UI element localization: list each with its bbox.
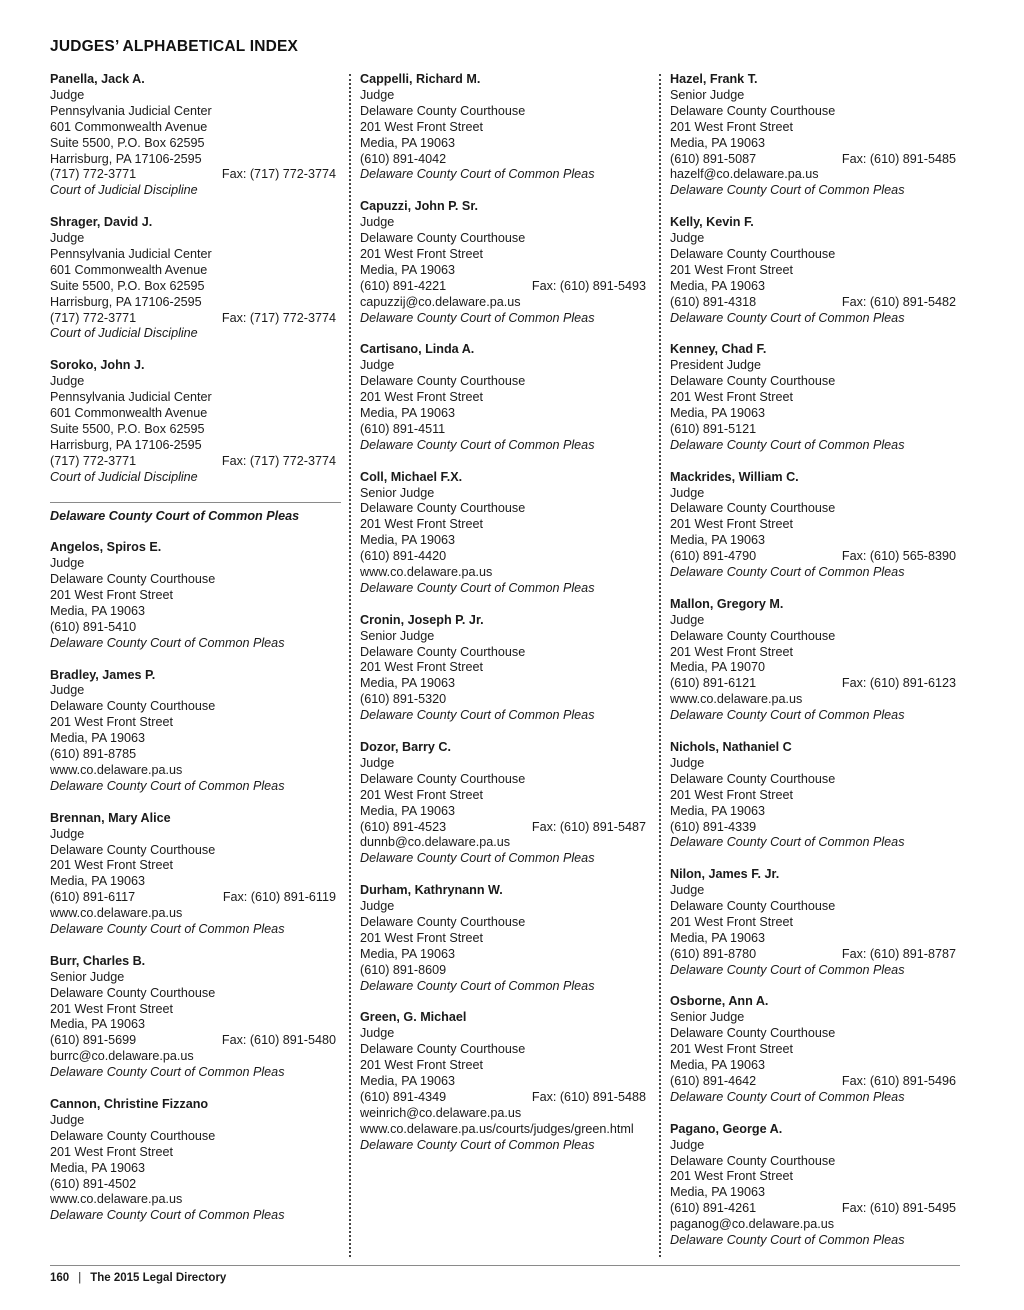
phone-number: (610) 891-5121 — [670, 421, 757, 436]
judge-entry — [360, 1010, 646, 1153]
address-line: Delaware County Courthouse — [50, 985, 216, 1000]
address-line: Media, PA 19063 — [670, 406, 765, 420]
phone-fax-row — [360, 279, 646, 295]
address-line: 201 West Front Street — [670, 644, 793, 659]
fax-number: Fax: (610) 891-5493 — [531, 278, 646, 293]
address-line: Media, PA 19063 — [360, 1073, 455, 1088]
contact-link: www.co.delaware.pa.us/courts/judges/green.html — [360, 1121, 634, 1136]
fax-number: Fax: (717) 772-3774 — [221, 310, 336, 325]
judge-entry — [670, 740, 956, 851]
address-line: 201 West Front Street — [50, 1001, 173, 1016]
judge-entry — [670, 597, 956, 724]
phone-number: (610) 891-4221 — [360, 278, 447, 293]
address-line: Delaware County Courthouse — [50, 842, 216, 857]
judge-entry — [360, 613, 646, 724]
judge-name: Coll, Michael F.X. — [360, 469, 463, 484]
phone-fax-row — [670, 295, 956, 311]
address-line: Media, PA 19063 — [360, 262, 455, 277]
phone-fax-row — [50, 747, 336, 763]
judge-entry — [670, 215, 956, 326]
judge-title: Senior Judge — [50, 969, 125, 984]
phone-fax-row — [670, 422, 956, 438]
address-line: 201 West Front Street — [360, 660, 483, 675]
phone-number: (610) 891-4042 — [360, 151, 447, 166]
phone-fax-row — [360, 963, 646, 979]
phone-number: (610) 891-4642 — [670, 1073, 757, 1088]
fax-number: Fax: (610) 891-5496 — [841, 1073, 956, 1088]
phone-fax-row — [360, 422, 646, 438]
judge-entry — [50, 358, 336, 485]
directory-column-1 — [50, 72, 336, 1240]
address-line: Suite 5500, P.O. Box 62595 — [50, 135, 205, 150]
court-name: Delaware County Court of Common Pleas — [670, 708, 905, 723]
court-name: Delaware County Court of Common Pleas — [360, 167, 595, 182]
judge-entry — [670, 72, 956, 199]
address-line: Media, PA 19063 — [670, 135, 765, 150]
address-line: 601 Commonwealth Avenue — [50, 119, 208, 134]
address-line: Delaware County Courthouse — [670, 103, 836, 118]
court-name: Delaware County Court of Common Pleas — [50, 922, 285, 937]
judge-name: Cappelli, Richard M. — [360, 72, 481, 86]
contact-link: www.co.delaware.pa.us — [360, 565, 493, 580]
judge-name: Green, G. Michael — [360, 1010, 467, 1025]
court-name: Court of Judicial Discipline — [50, 183, 198, 198]
address-line: Pennsylvania Judicial Center — [50, 103, 212, 118]
address-line: Media, PA 19063 — [50, 731, 145, 746]
address-line: Delaware County Courthouse — [360, 914, 526, 929]
judge-name: Soroko, John J. — [50, 358, 145, 373]
judge-title: Judge — [670, 612, 705, 627]
address-line: 201 West Front Street — [670, 1042, 793, 1057]
judge-name: Nilon, James F. Jr. — [670, 867, 780, 882]
fax-number: Fax: (610) 891-5482 — [841, 294, 956, 309]
court-name: Delaware County Court of Common Pleas — [360, 310, 595, 325]
address-line: 201 West Front Street — [360, 930, 483, 945]
judge-name: Mackrides, William C. — [670, 469, 799, 484]
phone-number: (610) 891-6117 — [50, 890, 136, 905]
address-line: 201 West Front Street — [670, 1169, 793, 1184]
phone-fax-row — [50, 311, 336, 327]
judge-entry — [670, 470, 956, 581]
address-line: Delaware County Courthouse — [360, 501, 526, 516]
contact-link: www.co.delaware.pa.us — [50, 763, 183, 777]
fax-number: Fax: (610) 891-6119 — [222, 890, 336, 905]
phone-number: (610) 891-4523 — [360, 819, 447, 834]
judge-title: Judge — [360, 755, 395, 770]
address-line: Delaware County Courthouse — [360, 374, 526, 389]
judge-title: Senior Judge — [360, 628, 435, 643]
phone-number: (610) 891-4420 — [360, 549, 447, 564]
phone-fax-row — [670, 152, 956, 168]
judge-name: Osborne, Ann A. — [670, 994, 769, 1009]
section-heading: Delaware County Court of Common Pleas — [50, 508, 300, 523]
judge-name: Shrager, David J. — [50, 215, 153, 230]
court-name: Court of Judicial Discipline — [50, 469, 198, 484]
address-line: Delaware County Courthouse — [670, 501, 836, 516]
court-name: Delaware County Court of Common Pleas — [50, 1065, 285, 1080]
address-line: Media, PA 19063 — [670, 930, 765, 945]
phone-number: (717) 772-3771 — [50, 310, 137, 325]
address-line: 201 West Front Street — [360, 1058, 483, 1073]
phone-fax-row — [50, 454, 336, 470]
address-line: 201 West Front Street — [670, 517, 793, 532]
address-line: Delaware County Courthouse — [360, 1042, 526, 1057]
address-line: Delaware County Courthouse — [670, 628, 836, 643]
phone-number: (610) 891-4349 — [360, 1089, 447, 1104]
judge-title: Judge — [50, 826, 85, 841]
court-name: Court of Judicial Discipline — [50, 326, 198, 341]
address-line: Media, PA 19063 — [360, 533, 455, 548]
contact-link: www.co.delaware.pa.us — [50, 1192, 183, 1207]
phone-fax-row — [50, 167, 336, 183]
address-line: 201 West Front Street — [360, 517, 483, 532]
section-divider — [50, 502, 341, 503]
fax-number: Fax: (610) 891-8787 — [841, 946, 956, 961]
directory-column-3 — [670, 72, 956, 1265]
phone-fax-row — [50, 1177, 336, 1193]
judge-entry — [50, 72, 336, 199]
judge-title: Judge — [360, 215, 395, 230]
contact-link: paganog@co.delaware.pa.us — [670, 1217, 835, 1232]
address-line: Delaware County Courthouse — [670, 1026, 836, 1041]
address-line: Delaware County Courthouse — [50, 699, 216, 714]
phone-fax-row — [50, 890, 336, 906]
court-name: Delaware County Court of Common Pleas — [670, 565, 905, 580]
address-line: 201 West Front Street — [670, 119, 793, 134]
judge-title: Senior Judge — [670, 87, 745, 102]
contact-link: www.co.delaware.pa.us — [670, 692, 803, 707]
fax-number: Fax: (610) 891-5495 — [841, 1201, 956, 1216]
address-line: Media, PA 19063 — [360, 803, 455, 818]
court-name: Delaware County Court of Common Pleas — [670, 1233, 905, 1248]
judge-title: Senior Judge — [360, 485, 435, 500]
contact-link: capuzzij@co.delaware.pa.us — [360, 294, 521, 309]
judge-entry — [670, 994, 956, 1105]
address-line: 201 West Front Street — [360, 787, 483, 802]
judge-title: Judge — [50, 87, 85, 102]
judge-entry — [360, 72, 646, 183]
address-line: 201 West Front Street — [360, 390, 483, 405]
phone-number: (610) 891-4511 — [360, 421, 446, 436]
court-name: Delaware County Court of Common Pleas — [360, 851, 595, 866]
address-line: Suite 5500, P.O. Box 62595 — [50, 278, 205, 293]
address-line: Delaware County Courthouse — [360, 103, 526, 118]
judge-entry — [360, 470, 646, 597]
judge-title: Judge — [670, 1137, 705, 1152]
phone-number: (610) 891-8785 — [50, 747, 137, 762]
contact-link: hazelf@co.delaware.pa.us — [670, 167, 819, 182]
publication-title: The 2015 Legal Directory — [90, 1272, 227, 1284]
judge-entry — [50, 1097, 336, 1224]
fax-number: Fax: (610) 891-5488 — [531, 1089, 646, 1104]
court-name: Delaware County Court of Common Pleas — [360, 978, 595, 993]
court-name: Delaware County Court of Common Pleas — [670, 962, 905, 977]
judge-title: Judge — [50, 231, 85, 246]
judge-name: Kelly, Kevin F. — [670, 215, 754, 230]
judge-entry — [670, 1122, 956, 1249]
fax-number: Fax: (717) 772-3774 — [221, 453, 336, 468]
address-line: Media, PA 19063 — [670, 1185, 765, 1200]
phone-number: (610) 891-5087 — [670, 151, 757, 166]
court-name: Delaware County Court of Common Pleas — [670, 310, 905, 325]
judge-name: Nichols, Nathaniel C — [670, 739, 792, 754]
phone-fax-row — [670, 947, 956, 963]
footer-separator: | — [78, 1272, 82, 1284]
judge-name: Dozor, Barry C. — [360, 739, 451, 754]
court-name: Delaware County Court of Common Pleas — [670, 183, 905, 198]
judge-title: Judge — [670, 755, 705, 770]
phone-fax-row — [670, 549, 956, 565]
contact-link: www.co.delaware.pa.us — [50, 906, 183, 921]
phone-fax-row — [360, 549, 646, 565]
phone-number: (610) 891-5320 — [360, 692, 447, 707]
fax-number: Fax: (610) 565-8390 — [841, 549, 956, 564]
address-line: Media, PA 19063 — [670, 533, 765, 548]
address-line: Media, PA 19063 — [50, 603, 145, 618]
phone-fax-row — [50, 620, 336, 636]
address-line: Delaware County Courthouse — [670, 374, 836, 389]
phone-number: (610) 891-4339 — [670, 819, 757, 834]
judge-title: Judge — [50, 1112, 85, 1127]
phone-fax-row — [360, 820, 646, 836]
phone-number: (717) 772-3771 — [50, 453, 137, 468]
fax-number: Fax: (610) 891-5480 — [221, 1033, 336, 1048]
judge-title: Judge — [360, 358, 395, 373]
address-line: 201 West Front Street — [670, 787, 793, 802]
court-name: Delaware County Court of Common Pleas — [360, 437, 595, 452]
court-name: Delaware County Court of Common Pleas — [50, 778, 285, 793]
phone-number: (610) 891-4318 — [670, 294, 757, 309]
address-line: Delaware County Courthouse — [670, 899, 836, 914]
address-line: Media, PA 19063 — [50, 1160, 145, 1175]
address-line: Media, PA 19063 — [670, 278, 765, 293]
phone-number: (610) 891-6121 — [670, 676, 757, 691]
fax-number: Fax: (610) 891-6123 — [841, 676, 956, 691]
address-line: Media, PA 19063 — [670, 1058, 765, 1073]
address-line: Delaware County Courthouse — [670, 771, 836, 786]
judge-title: Judge — [670, 883, 705, 898]
judge-entry — [50, 668, 336, 795]
address-line: Media, PA 19063 — [360, 135, 455, 150]
phone-fax-row — [670, 1201, 956, 1217]
judge-entry — [50, 954, 336, 1081]
address-line: Delaware County Courthouse — [670, 246, 836, 261]
judge-title: Judge — [360, 87, 395, 102]
address-line: 201 West Front Street — [670, 262, 793, 277]
address-line: Delaware County Courthouse — [50, 1128, 216, 1143]
judge-title: Judge — [50, 374, 85, 389]
judge-name: Angelos, Spiros E. — [50, 540, 162, 555]
column-divider — [659, 74, 661, 1257]
judge-title: Judge — [50, 683, 85, 698]
judge-name: Cannon, Christine Fizzano — [50, 1096, 209, 1111]
court-name: Delaware County Court of Common Pleas — [360, 1137, 595, 1152]
judge-name: Cronin, Joseph P. Jr. — [360, 612, 484, 627]
address-line: 201 West Front Street — [50, 1144, 173, 1159]
address-line: 201 West Front Street — [360, 119, 483, 134]
judge-title: Judge — [360, 899, 395, 914]
judge-entry — [360, 740, 646, 867]
fax-number: Fax: (717) 772-3774 — [221, 167, 336, 182]
phone-number: (610) 891-4502 — [50, 1176, 137, 1191]
address-line: 601 Commonwealth Avenue — [50, 262, 208, 277]
page-number: 160 — [50, 1272, 70, 1284]
judge-title: Judge — [670, 231, 705, 246]
judge-name: Pagano, George A. — [670, 1121, 783, 1136]
contact-link: weinrich@co.delaware.pa.us — [360, 1105, 522, 1120]
judge-name: Mallon, Gregory M. — [670, 596, 784, 611]
phone-number: (717) 772-3771 — [50, 167, 137, 182]
court-name: Delaware County Court of Common Pleas — [50, 1208, 285, 1223]
fax-number: Fax: (610) 891-5485 — [841, 151, 956, 166]
court-name: Delaware County Court of Common Pleas — [360, 580, 595, 595]
judge-name: Kenney, Chad F. — [670, 342, 767, 357]
address-line: Harrisburg, PA 17106-2595 — [50, 437, 202, 452]
judge-entry — [50, 811, 336, 938]
address-line: Suite 5500, P.O. Box 62595 — [50, 421, 205, 436]
phone-fax-row — [360, 692, 646, 708]
court-name: Delaware County Court of Common Pleas — [670, 437, 905, 452]
address-line: Harrisburg, PA 17106-2595 — [50, 151, 202, 166]
address-line: 201 West Front Street — [50, 588, 173, 603]
address-line: Delaware County Courthouse — [670, 1153, 836, 1168]
address-line: Delaware County Courthouse — [360, 644, 526, 659]
address-line: Harrisburg, PA 17106-2595 — [50, 294, 202, 309]
phone-number: (610) 891-5699 — [50, 1033, 137, 1048]
address-line: Media, PA 19063 — [50, 1017, 145, 1032]
judge-entry — [670, 867, 956, 978]
judge-entry — [50, 540, 336, 651]
address-line: Media, PA 19070 — [670, 660, 765, 675]
judge-entry — [50, 215, 336, 342]
judge-name: Cartisano, Linda A. — [360, 342, 475, 357]
judge-name: Capuzzi, John P. Sr. — [360, 199, 479, 214]
judge-entry — [670, 342, 956, 453]
address-line: Pennsylvania Judicial Center — [50, 390, 212, 405]
address-line: 201 West Front Street — [50, 858, 173, 873]
address-line: 201 West Front Street — [670, 914, 793, 929]
phone-fax-row — [670, 676, 956, 692]
address-line: Media, PA 19063 — [360, 406, 455, 420]
directory-column-2 — [360, 72, 646, 1169]
address-line: Delaware County Courthouse — [360, 231, 526, 246]
judge-entry — [360, 199, 646, 326]
address-line: Delaware County Courthouse — [360, 771, 526, 786]
court-name: Delaware County Court of Common Pleas — [360, 708, 595, 723]
phone-fax-row — [670, 820, 956, 836]
page-title: JUDGES’ ALPHABETICAL INDEX — [50, 38, 299, 55]
fax-number: Fax: (610) 891-5487 — [531, 819, 646, 834]
judge-name: Bradley, James P. — [50, 667, 156, 682]
court-name: Delaware County Court of Common Pleas — [670, 835, 905, 850]
address-line: Media, PA 19063 — [360, 946, 455, 961]
phone-number: (610) 891-8609 — [360, 962, 447, 977]
judge-title: President Judge — [670, 358, 762, 373]
judge-name: Burr, Charles B. — [50, 953, 146, 968]
phone-number: (610) 891-4790 — [670, 549, 757, 564]
judge-name: Brennan, Mary Alice — [50, 810, 171, 825]
phone-number: (610) 891-8780 — [670, 946, 757, 961]
address-line: 201 West Front Street — [670, 390, 793, 405]
judge-name: Panella, Jack A. — [50, 72, 145, 86]
address-line: Media, PA 19063 — [50, 874, 145, 889]
address-line: Delaware County Courthouse — [50, 572, 216, 587]
phone-fax-row — [360, 1090, 646, 1106]
column-divider — [349, 74, 351, 1257]
court-name: Delaware County Court of Common Pleas — [50, 635, 285, 650]
address-line: 201 West Front Street — [50, 715, 173, 730]
contact-link: burrc@co.delaware.pa.us — [50, 1049, 194, 1064]
page-footer — [50, 1272, 226, 1284]
contact-link: dunnb@co.delaware.pa.us — [360, 835, 511, 850]
judge-title: Senior Judge — [670, 1010, 745, 1025]
address-line: 201 West Front Street — [360, 246, 483, 261]
judge-name: Durham, Kathrynann W. — [360, 883, 503, 898]
phone-fax-row — [360, 152, 646, 168]
judge-entry — [360, 342, 646, 453]
address-line: 601 Commonwealth Avenue — [50, 406, 208, 420]
address-line: Media, PA 19063 — [670, 803, 765, 818]
phone-fax-row — [670, 1074, 956, 1090]
phone-fax-row — [50, 1033, 336, 1049]
address-line: Media, PA 19063 — [360, 676, 455, 691]
judge-entry — [360, 883, 646, 994]
judge-title: Judge — [670, 485, 705, 500]
phone-number: (610) 891-5410 — [50, 619, 137, 634]
footer-rule — [50, 1265, 960, 1266]
phone-number: (610) 891-4261 — [670, 1201, 757, 1216]
judge-title: Judge — [50, 556, 85, 571]
judge-title: Judge — [360, 1026, 395, 1041]
address-line: Pennsylvania Judicial Center — [50, 246, 212, 261]
judge-name: Hazel, Frank T. — [670, 72, 758, 86]
court-name: Delaware County Court of Common Pleas — [670, 1089, 905, 1104]
